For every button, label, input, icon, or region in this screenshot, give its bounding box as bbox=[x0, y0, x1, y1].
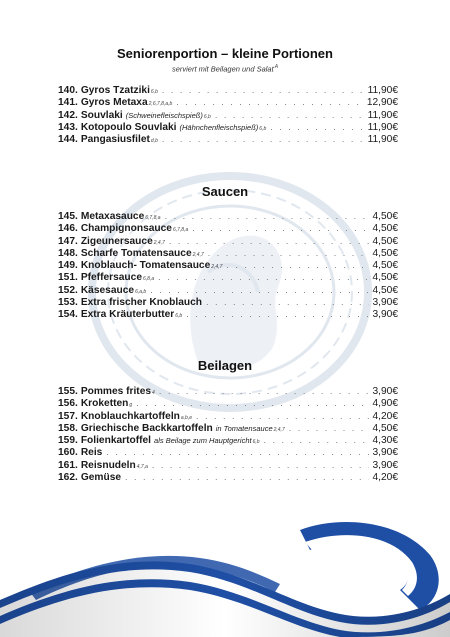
portion-list bbox=[58, 84, 398, 145]
item-price: 4,50€ bbox=[372, 284, 398, 296]
item-name: Scharfe Tomatensauce bbox=[80, 247, 192, 259]
menu-item bbox=[58, 471, 398, 483]
item-number: 151. bbox=[58, 272, 78, 284]
item-price: 4,50€ bbox=[372, 223, 398, 235]
dot-leader bbox=[159, 385, 369, 397]
dot-leader bbox=[215, 109, 364, 121]
item-price: 11,90€ bbox=[367, 121, 398, 133]
item-name: Champignonsauce bbox=[80, 223, 172, 235]
section-title-saucen bbox=[0, 184, 450, 199]
menu-item bbox=[58, 109, 398, 121]
menu-item bbox=[58, 410, 398, 422]
menu-item bbox=[58, 434, 398, 446]
item-price: 4,20€ bbox=[372, 472, 398, 484]
item-number: 140. bbox=[58, 85, 78, 96]
item-number: 153. bbox=[58, 297, 78, 309]
menu-item bbox=[58, 96, 398, 108]
item-price: 11,90€ bbox=[367, 109, 398, 121]
item-note-allergen-codes: 6,b bbox=[203, 113, 211, 120]
item-number: 158. bbox=[58, 422, 78, 434]
item-note: als Beilage zum Hauptgericht bbox=[154, 436, 252, 446]
item-price: 4,90€ bbox=[372, 398, 398, 410]
item-name: Gyros Metaxa bbox=[80, 97, 148, 109]
item-name: Gemüse bbox=[80, 472, 122, 484]
item-name: Gyros Tzatziki bbox=[80, 85, 150, 96]
item-name: Pommes frites bbox=[80, 386, 152, 397]
item-number: 144. bbox=[58, 134, 78, 146]
item-allergen-codes: 2,4,7 bbox=[153, 239, 165, 246]
menu-item bbox=[58, 259, 398, 271]
dot-leader bbox=[152, 459, 369, 471]
item-name: Souvlaki bbox=[80, 109, 123, 121]
item-number: 149. bbox=[58, 260, 78, 272]
dot-leader bbox=[196, 410, 368, 422]
item-note-allergen-codes: 6,b bbox=[252, 439, 260, 446]
item-number: 155. bbox=[58, 386, 78, 397]
section-title-portion bbox=[0, 46, 450, 61]
item-number: 152. bbox=[58, 284, 78, 296]
menu-item bbox=[58, 296, 398, 308]
item-allergen-codes: 6,b bbox=[175, 313, 183, 320]
dot-leader bbox=[176, 96, 363, 108]
item-allergen-codes: 6,7,8,a bbox=[145, 215, 161, 221]
item-price: 11,90€ bbox=[367, 134, 398, 146]
item-name: Extra Kräuterbutter bbox=[80, 309, 175, 321]
beilagen-list bbox=[58, 385, 398, 483]
item-note: (Hähnchenfleischspieß) bbox=[179, 122, 259, 132]
item-name: Knoblauch- Tomatensauce bbox=[80, 260, 211, 272]
item-price: 11,90€ bbox=[367, 85, 398, 96]
item-allergen-codes: 6,b bbox=[150, 89, 158, 95]
item-note: (Schweinefleischspieß) bbox=[125, 110, 203, 120]
item-name: Extra frischer Knoblauch bbox=[80, 297, 202, 309]
dot-leader bbox=[226, 259, 368, 271]
dot-leader bbox=[136, 397, 368, 409]
item-allergen-codes: 2,6,7,8,a,b bbox=[148, 101, 173, 108]
item-allergen-codes: 4 bbox=[152, 390, 155, 396]
item-name: Reisnudeln bbox=[80, 459, 136, 471]
section-title-text: Seniorenportion – kleine Portionen bbox=[117, 46, 333, 61]
menu-item bbox=[58, 271, 398, 283]
item-number: 157. bbox=[58, 410, 78, 422]
item-name: Zigeunersauce bbox=[80, 235, 153, 247]
menu-item bbox=[58, 247, 398, 259]
item-allergen-codes: g bbox=[129, 402, 133, 409]
item-price: 4,50€ bbox=[372, 247, 398, 259]
item-price: 3,90€ bbox=[372, 297, 398, 309]
item-number: 142. bbox=[58, 109, 78, 121]
item-number: 148. bbox=[58, 247, 78, 259]
item-number: 162. bbox=[58, 472, 78, 484]
menu-item bbox=[58, 284, 398, 296]
item-allergen-codes: a,b,e bbox=[180, 414, 193, 421]
section-subtitle bbox=[0, 64, 450, 74]
item-price: 3,90€ bbox=[372, 447, 398, 459]
dot-leader bbox=[169, 235, 369, 247]
item-price: 4,50€ bbox=[372, 272, 398, 284]
dot-leader bbox=[289, 422, 369, 434]
dot-leader bbox=[158, 271, 368, 283]
item-number: 147. bbox=[58, 235, 78, 247]
item-number: 161. bbox=[58, 459, 78, 471]
subtitle-text: serviert mit Beilagen und Salat bbox=[171, 64, 274, 74]
dot-leader bbox=[150, 284, 368, 296]
item-price: 4,30€ bbox=[372, 435, 398, 447]
menu-item bbox=[58, 133, 398, 145]
item-name: Kroketten bbox=[80, 398, 129, 410]
item-number: 160. bbox=[58, 447, 78, 459]
dot-leader bbox=[186, 308, 368, 320]
dot-leader bbox=[125, 471, 368, 483]
menu-item bbox=[58, 459, 398, 471]
item-price: 3,90€ bbox=[372, 386, 398, 397]
section-title-text: Beilagen bbox=[197, 358, 253, 373]
item-price: 3,90€ bbox=[372, 459, 398, 471]
item-price: 12,90€ bbox=[366, 97, 398, 109]
menu-item bbox=[58, 422, 398, 434]
item-name: Pangasiusfilet bbox=[80, 134, 150, 146]
dot-leader bbox=[162, 133, 364, 145]
menu-item bbox=[58, 210, 398, 222]
item-price: 4,50€ bbox=[372, 422, 398, 434]
dot-leader bbox=[192, 222, 368, 234]
item-allergen-codes: 6,7,8,a bbox=[172, 227, 189, 234]
dot-leader bbox=[162, 84, 364, 96]
item-allergen-codes: 2,4,7 bbox=[192, 251, 204, 258]
item-name: Reis bbox=[80, 447, 103, 459]
item-allergen-codes: 6,8,a bbox=[142, 276, 155, 283]
dot-leader bbox=[270, 121, 363, 133]
item-note: in Tomatensauce bbox=[215, 423, 273, 433]
dot-leader bbox=[264, 434, 369, 446]
menu-item bbox=[58, 121, 398, 133]
item-price: 4,50€ bbox=[372, 235, 398, 247]
item-name: Käsesauce bbox=[80, 284, 135, 296]
item-number: 145. bbox=[58, 211, 78, 222]
item-allergen-codes: 2,4,7 bbox=[211, 264, 223, 271]
item-price: 4,50€ bbox=[372, 211, 398, 222]
menu-item bbox=[58, 222, 398, 234]
item-price: 4,20€ bbox=[372, 410, 398, 422]
section-title-beilagen bbox=[0, 358, 450, 373]
menu-item bbox=[58, 308, 398, 320]
item-price: 4,50€ bbox=[372, 260, 398, 272]
menu-item bbox=[58, 397, 398, 409]
item-name: Kotopoulo Souvlaki bbox=[80, 121, 177, 133]
section-title-text: Saucen bbox=[201, 184, 249, 199]
menu-item bbox=[58, 84, 398, 96]
dot-leader bbox=[206, 296, 369, 308]
item-number: 154. bbox=[58, 309, 78, 321]
item-price: 3,90€ bbox=[372, 309, 398, 321]
menu-item bbox=[58, 446, 398, 458]
greek-flag-ribbon-icon bbox=[0, 500, 450, 637]
item-allergen-codes: 6,a,b bbox=[135, 288, 147, 295]
item-note-allergen-codes: 2,4,7 bbox=[273, 426, 285, 433]
item-number: 159. bbox=[58, 435, 78, 447]
item-allergen-codes: 4,7,a bbox=[136, 463, 148, 470]
item-name: Pfeffersauce bbox=[80, 272, 142, 284]
item-note-allergen-codes: 6,b bbox=[259, 125, 267, 132]
dot-leader bbox=[106, 446, 368, 458]
item-name: Knoblauchkartoffeln bbox=[80, 410, 180, 422]
item-allergen-codes: d,b bbox=[150, 138, 158, 145]
saucen-list bbox=[58, 210, 398, 321]
item-name: Folienkartoffel bbox=[80, 435, 152, 447]
item-number: 143. bbox=[58, 121, 78, 133]
menu-item bbox=[58, 385, 398, 397]
item-name: Metaxasauce bbox=[80, 211, 145, 222]
item-number: 141. bbox=[58, 97, 78, 109]
item-number: 156. bbox=[58, 398, 78, 410]
item-number: 146. bbox=[58, 223, 78, 235]
menu-item bbox=[58, 235, 398, 247]
item-name: Griechische Backkartoffeln bbox=[80, 422, 213, 434]
subtitle-sup: A bbox=[274, 64, 279, 70]
dot-leader bbox=[208, 247, 369, 259]
dot-leader bbox=[165, 210, 369, 222]
